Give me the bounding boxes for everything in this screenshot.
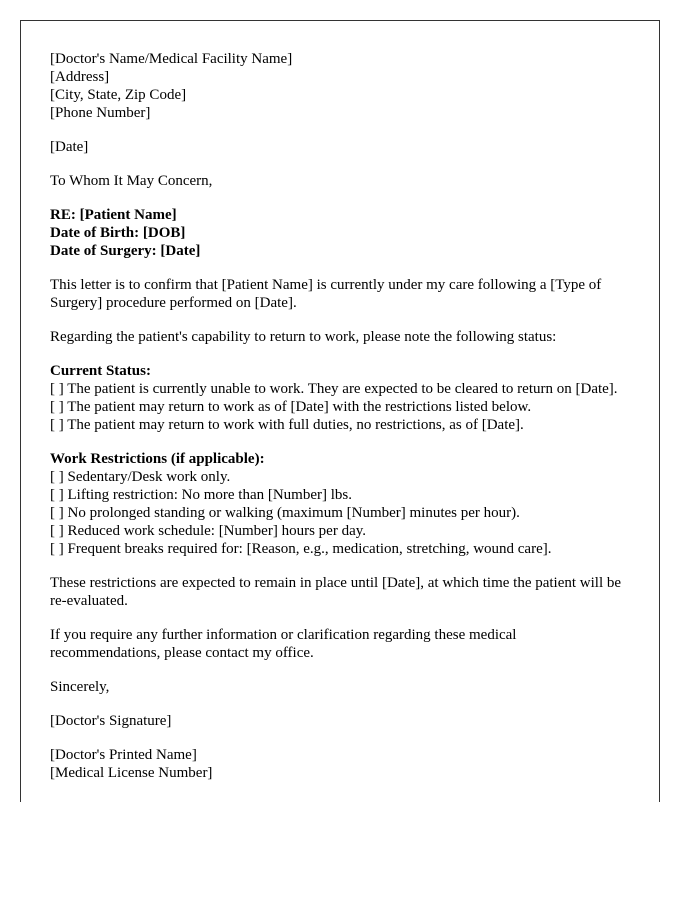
- doctor-name: [Doctor's Name/Medical Facility Name]: [50, 51, 293, 67]
- duration-paragraph: These restrictions are expected to remain in place until [Date], at which time the patient will be re-evaluated.: [50, 575, 622, 609]
- letter-page: [20, 20, 660, 802]
- restriction-item: [ ] Sedentary/Desk work only.: [50, 469, 231, 485]
- letter-body: [50, 50, 630, 798]
- work-restrictions-section: [50, 450, 630, 558]
- phone-number: [Phone Number]: [50, 105, 151, 121]
- restriction-item: [ ] Reduced work schedule: [Number] hours per day.: [50, 523, 367, 539]
- re-patient: RE: [Patient Name]: [50, 207, 177, 223]
- current-status-heading: Current Status:: [50, 363, 151, 379]
- restriction-item: [ ] Lifting restriction: No more than [Number] lbs.: [50, 487, 353, 503]
- closing: Sincerely,: [50, 679, 110, 695]
- intro-paragraph: This letter is to confirm that [Patient Name] is currently under my care following a [Type of Surgery] procedure performed on [Date].: [50, 277, 602, 311]
- restriction-item: [ ] No prolonged standing or walking (maximum [Number] minutes per hour).: [50, 505, 520, 521]
- letter-date: [Date]: [50, 139, 89, 155]
- work-restrictions-heading: Work Restrictions (if applicable):: [50, 451, 265, 467]
- status-item: [ ] The patient may return to work as of [Date] with the restrictions listed below.: [50, 399, 532, 415]
- current-status-section: [50, 362, 630, 434]
- contact-paragraph: If you require any further information or clarification regarding these medical recommendations, please contact my office.: [50, 627, 517, 661]
- status-item: [ ] The patient may return to work with full duties, no restrictions, as of [Date].: [50, 417, 524, 433]
- signature-block: [50, 746, 630, 782]
- salutation: To Whom It May Concern,: [50, 173, 213, 189]
- printed-name: [Doctor's Printed Name]: [50, 747, 197, 763]
- letterhead: [50, 50, 630, 122]
- status-item: [ ] The patient is currently unable to work. They are expected to be cleared to return on [Date].: [50, 381, 618, 397]
- restriction-item: [ ] Frequent breaks required for: [Reason, e.g., medication, stretching, wound care].: [50, 541, 552, 557]
- re-dob: Date of Birth: [DOB]: [50, 225, 186, 241]
- address: [Address]: [50, 69, 110, 85]
- signature: [Doctor's Signature]: [50, 713, 172, 729]
- capability-paragraph: Regarding the patient's capability to return to work, please note the following status:: [50, 329, 557, 345]
- re-block: [50, 206, 630, 260]
- city-state-zip: [City, State, Zip Code]: [50, 87, 187, 103]
- re-surgery-date: Date of Surgery: [Date]: [50, 243, 201, 259]
- license-number: [Medical License Number]: [50, 765, 213, 781]
